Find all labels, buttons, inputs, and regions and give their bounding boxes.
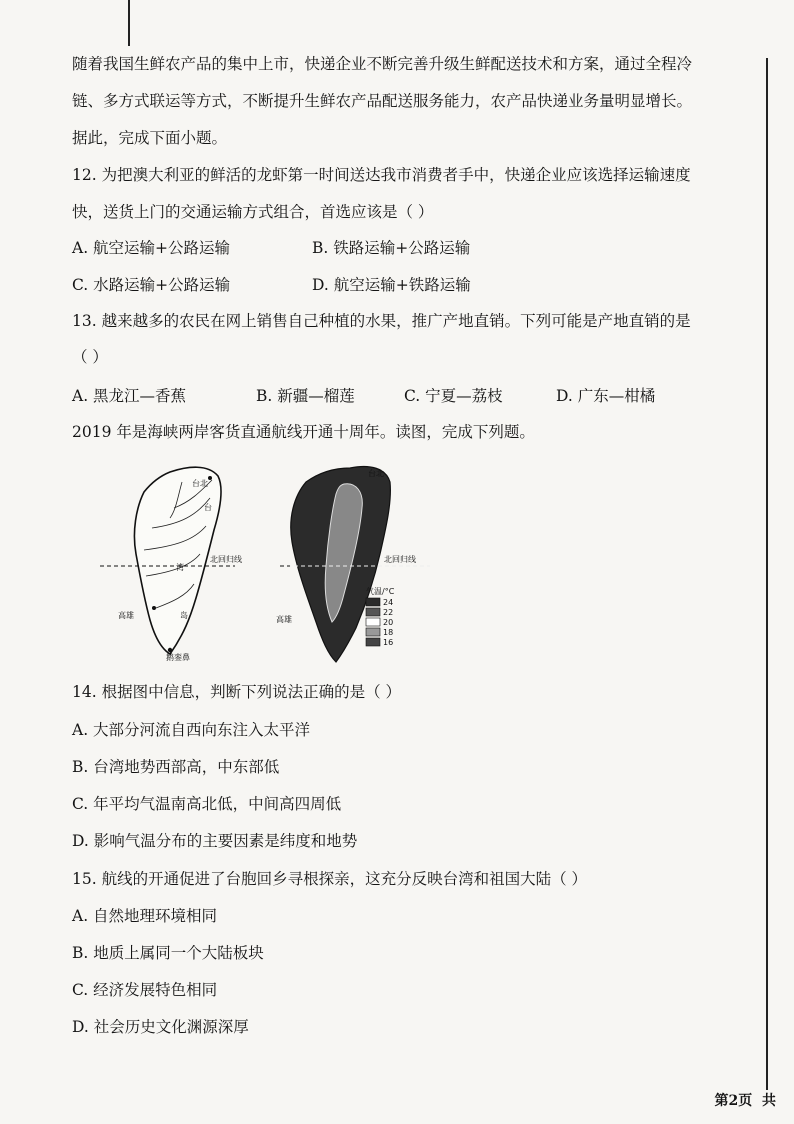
right-map-legend bbox=[366, 598, 393, 647]
q12-stem-line-1: 12. 为把澳大利亚的鲜活的龙虾第一时间送达我市消费者手中，快递企业应该选择运输速度 bbox=[72, 166, 691, 184]
left-map-rivers bbox=[100, 467, 242, 662]
q14-option-d[interactable]: D. 影响气温分布的主要因素是纬度和地势 bbox=[72, 832, 358, 850]
left-map-label-eluanbi: 鹅銮鼻 bbox=[166, 653, 190, 662]
q12-option-d[interactable]: D. 航空运输+铁路运输 bbox=[312, 276, 471, 294]
right-map-label-kaohsiung: 高雄 bbox=[276, 615, 292, 624]
q13-option-b[interactable]: B. 新疆—榴莲 bbox=[256, 387, 355, 405]
legend-value-4: 18 bbox=[383, 628, 394, 637]
legend-value-1: 24 bbox=[383, 598, 394, 607]
legend-value-5: 16 bbox=[383, 638, 394, 647]
page-footer bbox=[715, 1090, 777, 1110]
q12-option-c[interactable]: C. 水路运输+公路运输 bbox=[72, 276, 231, 294]
q15-option-c[interactable]: C. 经济发展特色相同 bbox=[72, 981, 218, 999]
page-number: 第2页 bbox=[714, 1093, 753, 1109]
scan-line-top bbox=[128, 0, 130, 46]
context-paragraph-2: 2019 年是海峡两岸客货直通航线开通十周年。读图，完成下列题。 bbox=[72, 423, 535, 441]
legend-value-3: 20 bbox=[383, 618, 394, 627]
q14-option-c[interactable]: C. 年平均气温南高北低，中间高四周低 bbox=[72, 795, 342, 813]
left-map-label-wan: 湾 bbox=[176, 563, 184, 572]
right-map-label-tropic: 北回归线 bbox=[384, 555, 416, 564]
left-map-label-dao: 岛 bbox=[180, 611, 188, 620]
q15-option-d[interactable]: D. 社会历史文化渊源深厚 bbox=[72, 1018, 249, 1036]
intro-line-3: 据此，完成下面小题。 bbox=[72, 129, 228, 147]
legend-value-2: 22 bbox=[383, 608, 394, 617]
q15-option-a[interactable]: A. 自然地理环境相同 bbox=[72, 907, 218, 925]
page-total: 共 bbox=[762, 1093, 776, 1109]
q13-option-d[interactable]: D. 广东—柑橘 bbox=[556, 387, 656, 405]
taiwan-maps-svg bbox=[100, 458, 460, 668]
q15-stem: 15. 航线的开通促进了台胞回乡寻根探亲，这充分反映台湾和祖国大陆（ ） bbox=[72, 870, 588, 888]
q14-stem: 14. 根据图中信息，判断下列说法正确的是（ ） bbox=[72, 683, 402, 701]
q15-option-b[interactable]: B. 地质上属同一个大陆板块 bbox=[72, 944, 264, 962]
right-map-temperature bbox=[276, 467, 430, 662]
right-map-label-taipei: 台北 bbox=[368, 469, 384, 478]
q13-option-a[interactable]: A. 黑龙江—香蕉 bbox=[72, 387, 187, 405]
q14-option-a[interactable]: A. 大部分河流自西向东注入太平洋 bbox=[72, 721, 311, 739]
intro-line-2: 链、多方式联运等方式，不断提升生鲜农产品配送服务能力，农产品快递业务量明显增长。 bbox=[72, 92, 693, 110]
scan-line-right bbox=[766, 58, 768, 1090]
right-map-legend-title: 气温/°C bbox=[366, 587, 395, 596]
left-map-label-taipei: 台北 bbox=[192, 479, 208, 488]
q13-stem-line-1: 13. 越来越多的农民在网上销售自己种植的水果，推广产地直销。下列可能是产地直销的是 bbox=[72, 312, 691, 330]
left-map-label-tai: 台 bbox=[204, 503, 212, 512]
q14-option-b[interactable]: B. 台湾地势西部高，中东部低 bbox=[72, 758, 280, 776]
left-map-label-tropic: 北回归线 bbox=[210, 555, 242, 564]
left-map-outline bbox=[134, 467, 221, 654]
q13-stem-line-2: （ ） bbox=[72, 348, 108, 366]
q12-option-a[interactable]: A. 航空运输+公路运输 bbox=[72, 239, 231, 257]
left-map-label-kaohsiung: 高雄 bbox=[118, 611, 134, 620]
intro-line-1: 随着我国生鲜农产品的集中上市，快递企业不断完善升级生鲜配送技术和方案，通过全程冷 bbox=[72, 55, 693, 73]
q12-stem-line-2: 快，送货上门的交通运输方式组合，首选应该是（ ） bbox=[72, 203, 434, 221]
taiwan-maps-figure bbox=[100, 458, 460, 668]
q13-option-c[interactable]: C. 宁夏—荔枝 bbox=[404, 387, 503, 405]
q12-option-b[interactable]: B. 铁路运输+公路运输 bbox=[312, 239, 471, 257]
